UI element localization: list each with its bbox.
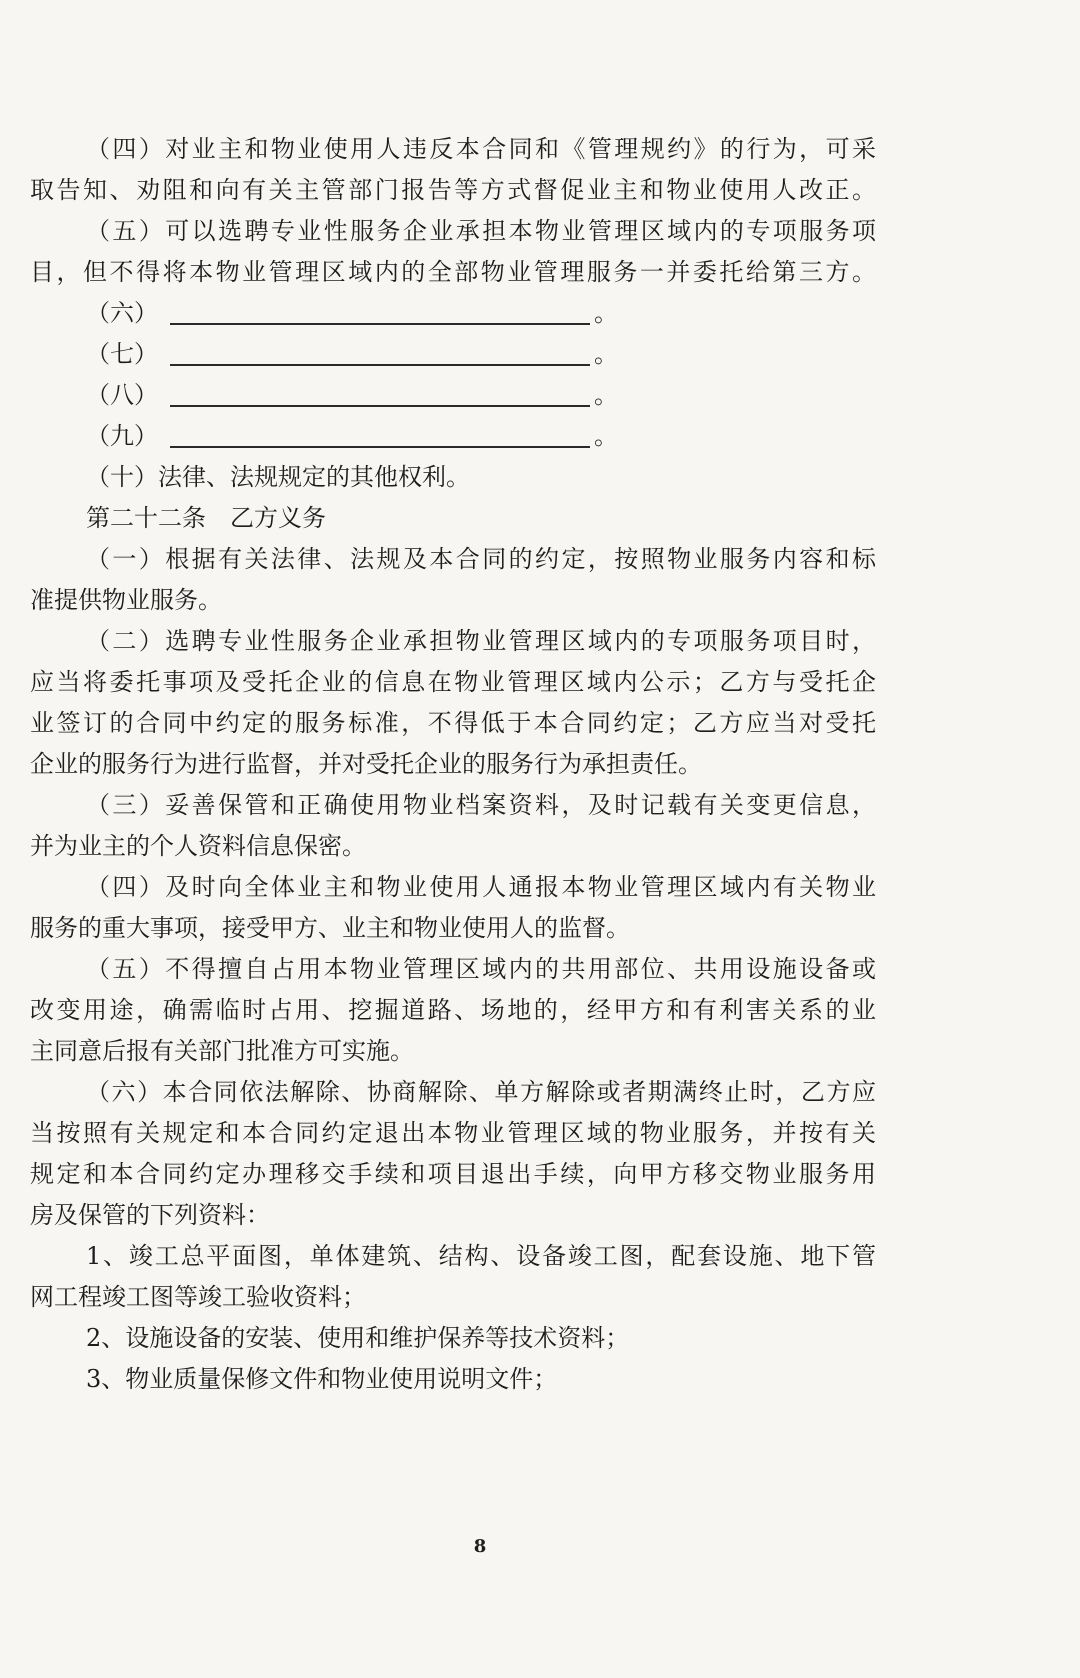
paragraph-line: （十）法律、法规规定的其他权利。 bbox=[86, 463, 470, 491]
paragraph-line: 房及保管的下列资料： bbox=[30, 1201, 270, 1229]
blank-item-end: 。 bbox=[594, 422, 618, 450]
paragraph-line: 企业的服务行为进行监督，并对受托企业的服务行为承担责任。 bbox=[30, 750, 702, 778]
paragraph-line: 应当将委托事项及受托企业的信息在物业管理区域内公示；乙方与受托企 bbox=[30, 668, 876, 696]
paragraph-line: （五）不得擅自占用本物业管理区域内的共用部位、共用设施设备或 bbox=[86, 955, 876, 983]
fill-in-blank-line bbox=[170, 405, 590, 407]
blank-item bbox=[86, 416, 646, 456]
blank-item-label: （八） bbox=[86, 381, 158, 409]
fill-in-blank-line bbox=[170, 323, 590, 325]
page-number: 8 bbox=[473, 1536, 487, 1557]
list-item: 2、设施设备的安装、使用和维护保养等技术资料； bbox=[86, 1324, 630, 1352]
paragraph-line: （六）本合同依法解除、协商解除、单方解除或者期满终止时，乙方应 bbox=[86, 1078, 876, 1106]
blank-item-label: （九） bbox=[86, 422, 158, 450]
paragraph-line: （四）对业主和物业使用人违反本合同和《管理规约》的行为，可采 bbox=[86, 135, 876, 163]
paragraph-line: 取告知、劝阻和向有关主管部门报告等方式督促业主和物业使用人改正。 bbox=[30, 176, 876, 204]
paragraph-line: 并为业主的个人资料信息保密。 bbox=[30, 832, 366, 860]
paragraph-line: 主同意后报有关部门批准方可实施。 bbox=[30, 1037, 414, 1065]
paragraph-line: （四）及时向全体业主和物业使用人通报本物业管理区域内有关物业 bbox=[86, 873, 876, 901]
paragraph-line: 当按照有关规定和本合同约定退出本物业管理区域的物业服务，并按有关 bbox=[30, 1119, 876, 1147]
paragraph-line: 业签订的合同中约定的服务标准，不得低于本合同约定；乙方应当对受托 bbox=[30, 709, 876, 737]
paragraph-line: 目，但不得将本物业管理区域内的全部物业管理服务一并委托给第三方。 bbox=[30, 258, 876, 286]
blank-item bbox=[86, 334, 646, 374]
paragraph-line: （五）可以选聘专业性服务企业承担本物业管理区域内的专项服务项 bbox=[86, 217, 876, 245]
blank-item-label: （七） bbox=[86, 340, 158, 368]
blank-item-end: 。 bbox=[594, 381, 618, 409]
blank-item-end: 。 bbox=[594, 299, 618, 327]
blank-item-end: 。 bbox=[594, 340, 618, 368]
paragraph-line: （一）根据有关法律、法规及本合同的约定，按照物业服务内容和标 bbox=[86, 545, 876, 573]
fill-in-blank-line bbox=[170, 364, 590, 366]
list-item: 1、竣工总平面图，单体建筑、结构、设备竣工图，配套设施、地下管 bbox=[86, 1242, 876, 1270]
paragraph-line: 准提供物业服务。 bbox=[30, 586, 222, 614]
blank-item bbox=[86, 293, 646, 333]
list-item-continuation: 网工程竣工图等竣工验收资料； bbox=[30, 1283, 366, 1311]
paragraph-line: （二）选聘专业性服务企业承担物业管理区域内的专项服务项目时， bbox=[86, 627, 876, 655]
blank-item-label: （六） bbox=[86, 299, 158, 327]
list-item: 3、物业质量保修文件和物业使用说明文件； bbox=[86, 1365, 558, 1393]
paragraph-line: 服务的重大事项，接受甲方、业主和物业使用人的监督。 bbox=[30, 914, 630, 942]
paragraph-line: 改变用途，确需临时占用、挖掘道路、场地的，经甲方和有利害关系的业 bbox=[30, 996, 876, 1024]
fill-in-blank-line bbox=[170, 446, 590, 448]
paragraph-line: （三）妥善保管和正确使用物业档案资料，及时记载有关变更信息， bbox=[86, 791, 876, 819]
paragraph-line: 规定和本合同约定办理移交手续和项目退出手续，向甲方移交物业服务用 bbox=[30, 1160, 876, 1188]
blank-item bbox=[86, 375, 646, 415]
article-heading: 第二十二条 乙方义务 bbox=[86, 504, 326, 532]
